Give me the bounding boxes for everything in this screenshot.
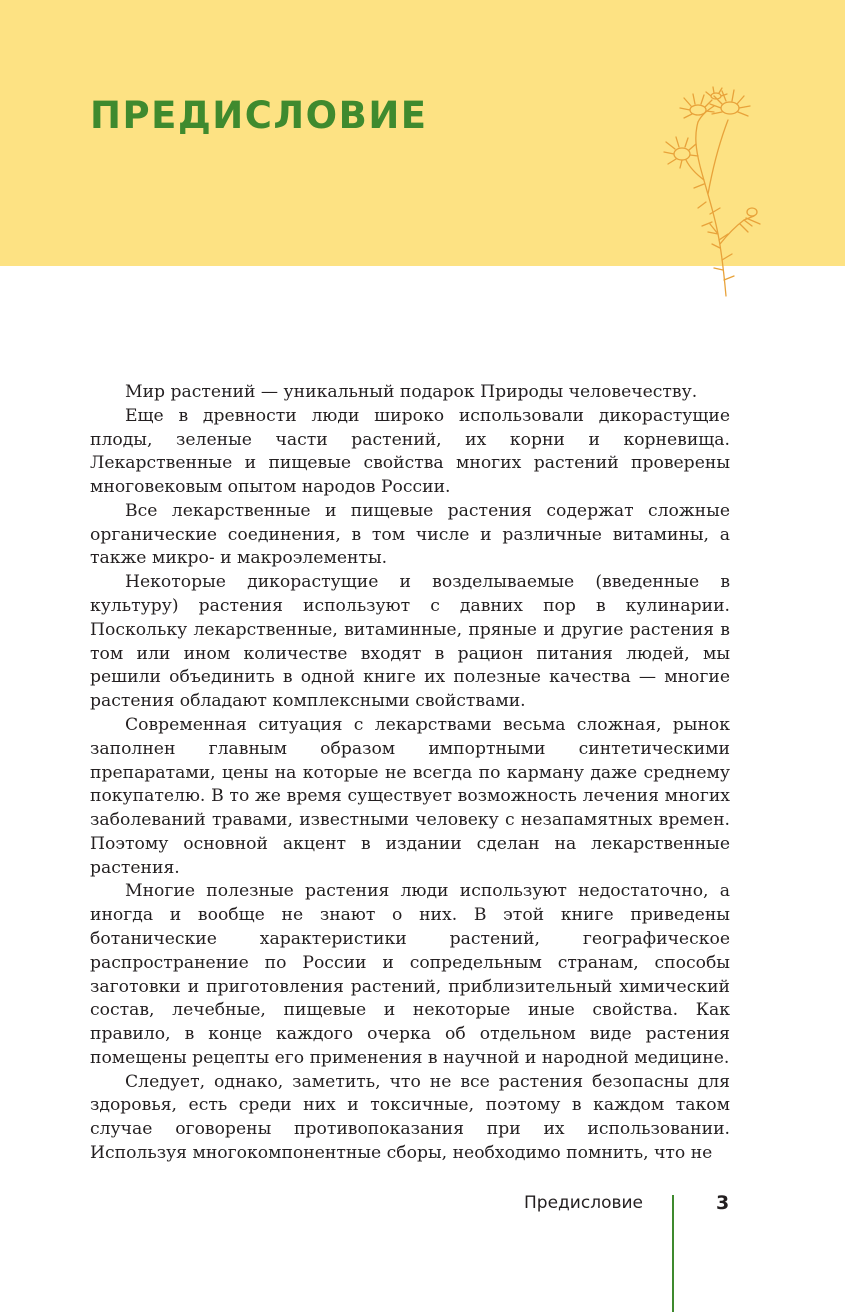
body-text bbox=[90, 381, 730, 1166]
footer-section-title: Предисловие bbox=[524, 1193, 643, 1213]
paragraph: Еще в древности люди широко использовали дикорастущие плоды, зеленые части растений, их корни и корневища. Лекарственные и пищевые свойства многих растений проверены многовековым опытом народов России. bbox=[90, 405, 730, 498]
paragraph: Некоторые дикорастущие и возделываемые (введенные в культуру) растения используют с давних пор в кулинарии. Поскольку лекарственные, витаминные, пряные и другие растения в том или ином количестве входят в рацион питания людей, мы решили объединить в одной книге их полезные качества — многие растения обладают комплексными свойствами. bbox=[90, 572, 730, 712]
paragraph: Все лекарственные и пищевые растения содержат сложные органические соединения, в том числе и различные витамины, а также микро- и макроэлементы. bbox=[90, 500, 730, 569]
page-number: 3 bbox=[716, 1192, 730, 1214]
paragraph: Современная ситуация с лекарствами весьма сложная, рынок заполнен главным образом импортными синтетическими препаратами, цены на которые не всегда по карману даже среднему покупателю. В то же время существует возможность лечения многих заболеваний травами, известными человеку с незапамятных времен. Поэтому основной акцент в издании сделан на лекарственные растения. bbox=[90, 714, 730, 878]
paragraph: Мир растений — уникальный подарок Природы человечеству. bbox=[125, 382, 698, 402]
paragraph: Многие полезные растения люди используют недостаточно, а иногда и вообще не знают о них. В этой книге приведены ботанические характеристики растений, географическое распространение по России и сопредельным странам, способы заготовки и приготовления растений, приблизительный химический состав, лечебные, пищевые и некоторые иные свойства. Как правило, в конце каждого очерка об отдельном виде растения помещены рецепты его применения в научной и народной медицине. bbox=[90, 881, 730, 1068]
chamomile-flower-illustration bbox=[648, 84, 768, 298]
page-title: ПРЕДИСЛОВИЕ bbox=[90, 94, 428, 137]
footer-divider bbox=[672, 1195, 674, 1312]
paragraph: Следует, однако, заметить, что не все растения безопасны для здоровья, есть среди них и токсичные, поэтому в каждом таком случае оговорены противопоказания при их использовании. Используя многокомпонентные сборы, необходимо помнить, что не bbox=[90, 1071, 730, 1163]
